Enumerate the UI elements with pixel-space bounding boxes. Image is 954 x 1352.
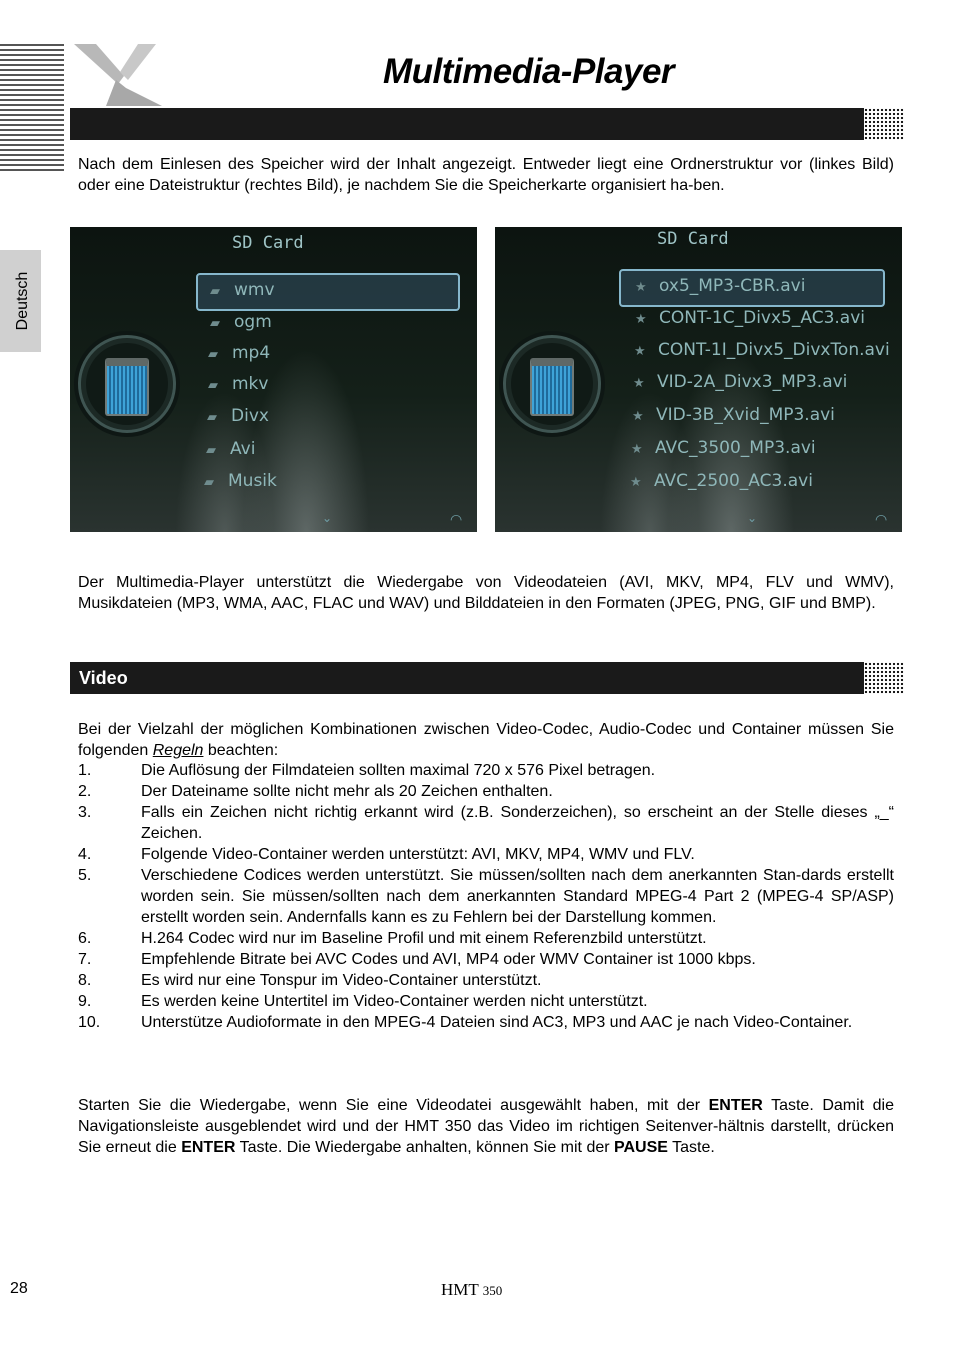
brand-logo [66, 40, 176, 112]
sd-card-icon [78, 335, 176, 433]
list-item: ▰ wmv [210, 280, 275, 300]
list-item: 6. H.264 Codec wird nur im Baseline Profil und mit einem Referenzbild unterstützt. [78, 930, 707, 947]
list-item: ▰ Divx [207, 406, 269, 426]
folder-icon: ▰ [208, 378, 218, 393]
screenshot-title: SD Card [232, 233, 304, 253]
list-item: 2. Der Dateiname sollte nicht mehr als 20 Zeichen enthalten. [78, 783, 553, 800]
list-item: ★ CONT-1I_Divx5_DivxTon.avi [634, 340, 890, 360]
screenshot-file-view [495, 227, 902, 532]
screenshot-title: SD Card [657, 229, 729, 249]
folder-icon: ▰ [210, 284, 220, 299]
page-number: 28 [10, 1280, 28, 1297]
list-item: 8. Es wird nur eine Tonspur im Video-Container unterstützt. [78, 972, 542, 989]
list-item: ▰ Musik [204, 471, 277, 491]
closing-paragraph: Starten Sie die Wiedergabe, wenn Sie eine Videodatei ausgewählt haben, mit der ENTER Taste. Damit die Navigationsleiste ausgeblendet wird und der HMT 350 das Video im richtigen Seitenver-hältnis darstellt, drücken Sie erneut die ENTER Taste. Die Wiedergabe anhalten, können Sie mit der PAUSE Taste. [78, 1097, 894, 1156]
rules-link-text: Regeln [152, 742, 204, 759]
wifi-icon: ◠ [875, 511, 888, 527]
list-item: 7. Empfehlende Bitrate bei AVC Codes und AVI, MP4 oder WMV Container ist 1000 kbps. [78, 951, 756, 968]
section-bar-dots [864, 662, 904, 694]
chevron-down-icon: ⌄ [747, 511, 758, 525]
wifi-icon: ◠ [450, 511, 463, 527]
list-item: 10. Unterstütze Audioformate in den MPEG-4 Dateien sind AC3, MP3 und AAC je nach Video-Container. [78, 1014, 853, 1031]
folder-icon: ▰ [210, 316, 220, 331]
video-file-icon: ★ [631, 442, 643, 457]
video-file-icon: ★ [634, 344, 646, 359]
list-item: ★ VID-3B_Xvid_MP3.avi [632, 405, 835, 425]
intro-paragraph: Nach dem Einlesen des Speicher wird der Inhalt angezeigt. Entweder liegt eine Ordnerstruktur vor (linkes Bild) oder eine Dateistruktur (rechtes Bild), je nachdem Sie die Speicherkarte organisiert ha-ben. [78, 156, 894, 194]
list-item: 4. Folgende Video-Container werden unterstützt: AVI, MKV, MP4, WMV und FLV. [78, 846, 695, 863]
support-paragraph: Der Multimedia-Player unterstützt die Wiedergabe von Videodateien (AVI, MKV, MP4, FLV und WMV), Musikdateien (MP3, WMA, AAC, FLAC und WAV) und Bilddateien in den Formaten (JPEG, PNG, GIF und BMP). [78, 574, 894, 612]
header-bar-dots [864, 108, 904, 140]
list-item: ★ ox5_MP3-CBR.avi [635, 276, 806, 296]
header-stripes [0, 44, 64, 172]
video-intro: Bei der Vielzahl der möglichen Kombinationen zwischen Video-Codec, Audio-Codec und Container müssen Sie folgenden Regeln beachten: [78, 721, 894, 759]
list-item: ★ AVC_2500_AC3.avi [630, 471, 813, 491]
list-item: ▰ ogm [210, 312, 272, 332]
header-bar [70, 108, 864, 140]
list-item: ★ CONT-1C_Divx5_AC3.avi [635, 308, 865, 328]
list-item: ★ VID-2A_Divx3_MP3.avi [633, 372, 848, 392]
sd-card-icon [503, 335, 601, 433]
chevron-down-icon: ⌄ [322, 511, 333, 525]
folder-icon: ▰ [206, 443, 216, 458]
list-item: ▰ Avi [206, 439, 256, 459]
folder-icon: ▰ [207, 410, 217, 425]
folder-icon: ▰ [208, 347, 218, 362]
section-bar-video [70, 662, 864, 694]
video-file-icon: ★ [630, 475, 642, 490]
list-item: ★ AVC_3500_MP3.avi [631, 438, 816, 458]
video-file-icon: ★ [633, 376, 645, 391]
list-item: 5. Verschiedene Codices werden unterstützt. Sie müssen/sollten nach dem anerkannten Stan-dards erstellt worden sein. Sie müssen/sollten nach dem anerkannten Standard MPEG-4 Part 2 (MPEG-4 SP/ASP) erstellt worden sein. Andernfalls kann es zu Fehlern bei der Darstellung kommen. [78, 867, 894, 926]
list-item: ▰ mkv [208, 374, 269, 394]
list-item: ▰ mp4 [208, 343, 271, 363]
page-title: Multimedia-Player [383, 52, 675, 91]
list-item: 1. Die Auflösung der Filmdateien sollten maximal 720 x 576 Pixel betragen. [78, 762, 656, 779]
language-tab [0, 250, 41, 352]
folder-icon: ▰ [204, 475, 214, 490]
list-item: 9. Es werden keine Untertitel im Video-Container werden nicht unterstützt. [78, 993, 648, 1010]
language-tab-label: Deutsch [14, 271, 31, 331]
video-file-icon: ★ [635, 280, 647, 295]
screenshot-folder-view [70, 227, 477, 532]
video-file-icon: ★ [632, 409, 644, 424]
video-file-icon: ★ [635, 312, 647, 327]
rules-list [78, 760, 894, 1033]
footer-model: HMT 350 [441, 1280, 503, 1299]
list-item: 3. Falls ein Zeichen nicht richtig erkannt wird (z.B. Sonderzeichen), so erscheint an der Stelle dieses „_“ Zeichen. [78, 804, 894, 842]
section-heading: Video [79, 668, 128, 688]
